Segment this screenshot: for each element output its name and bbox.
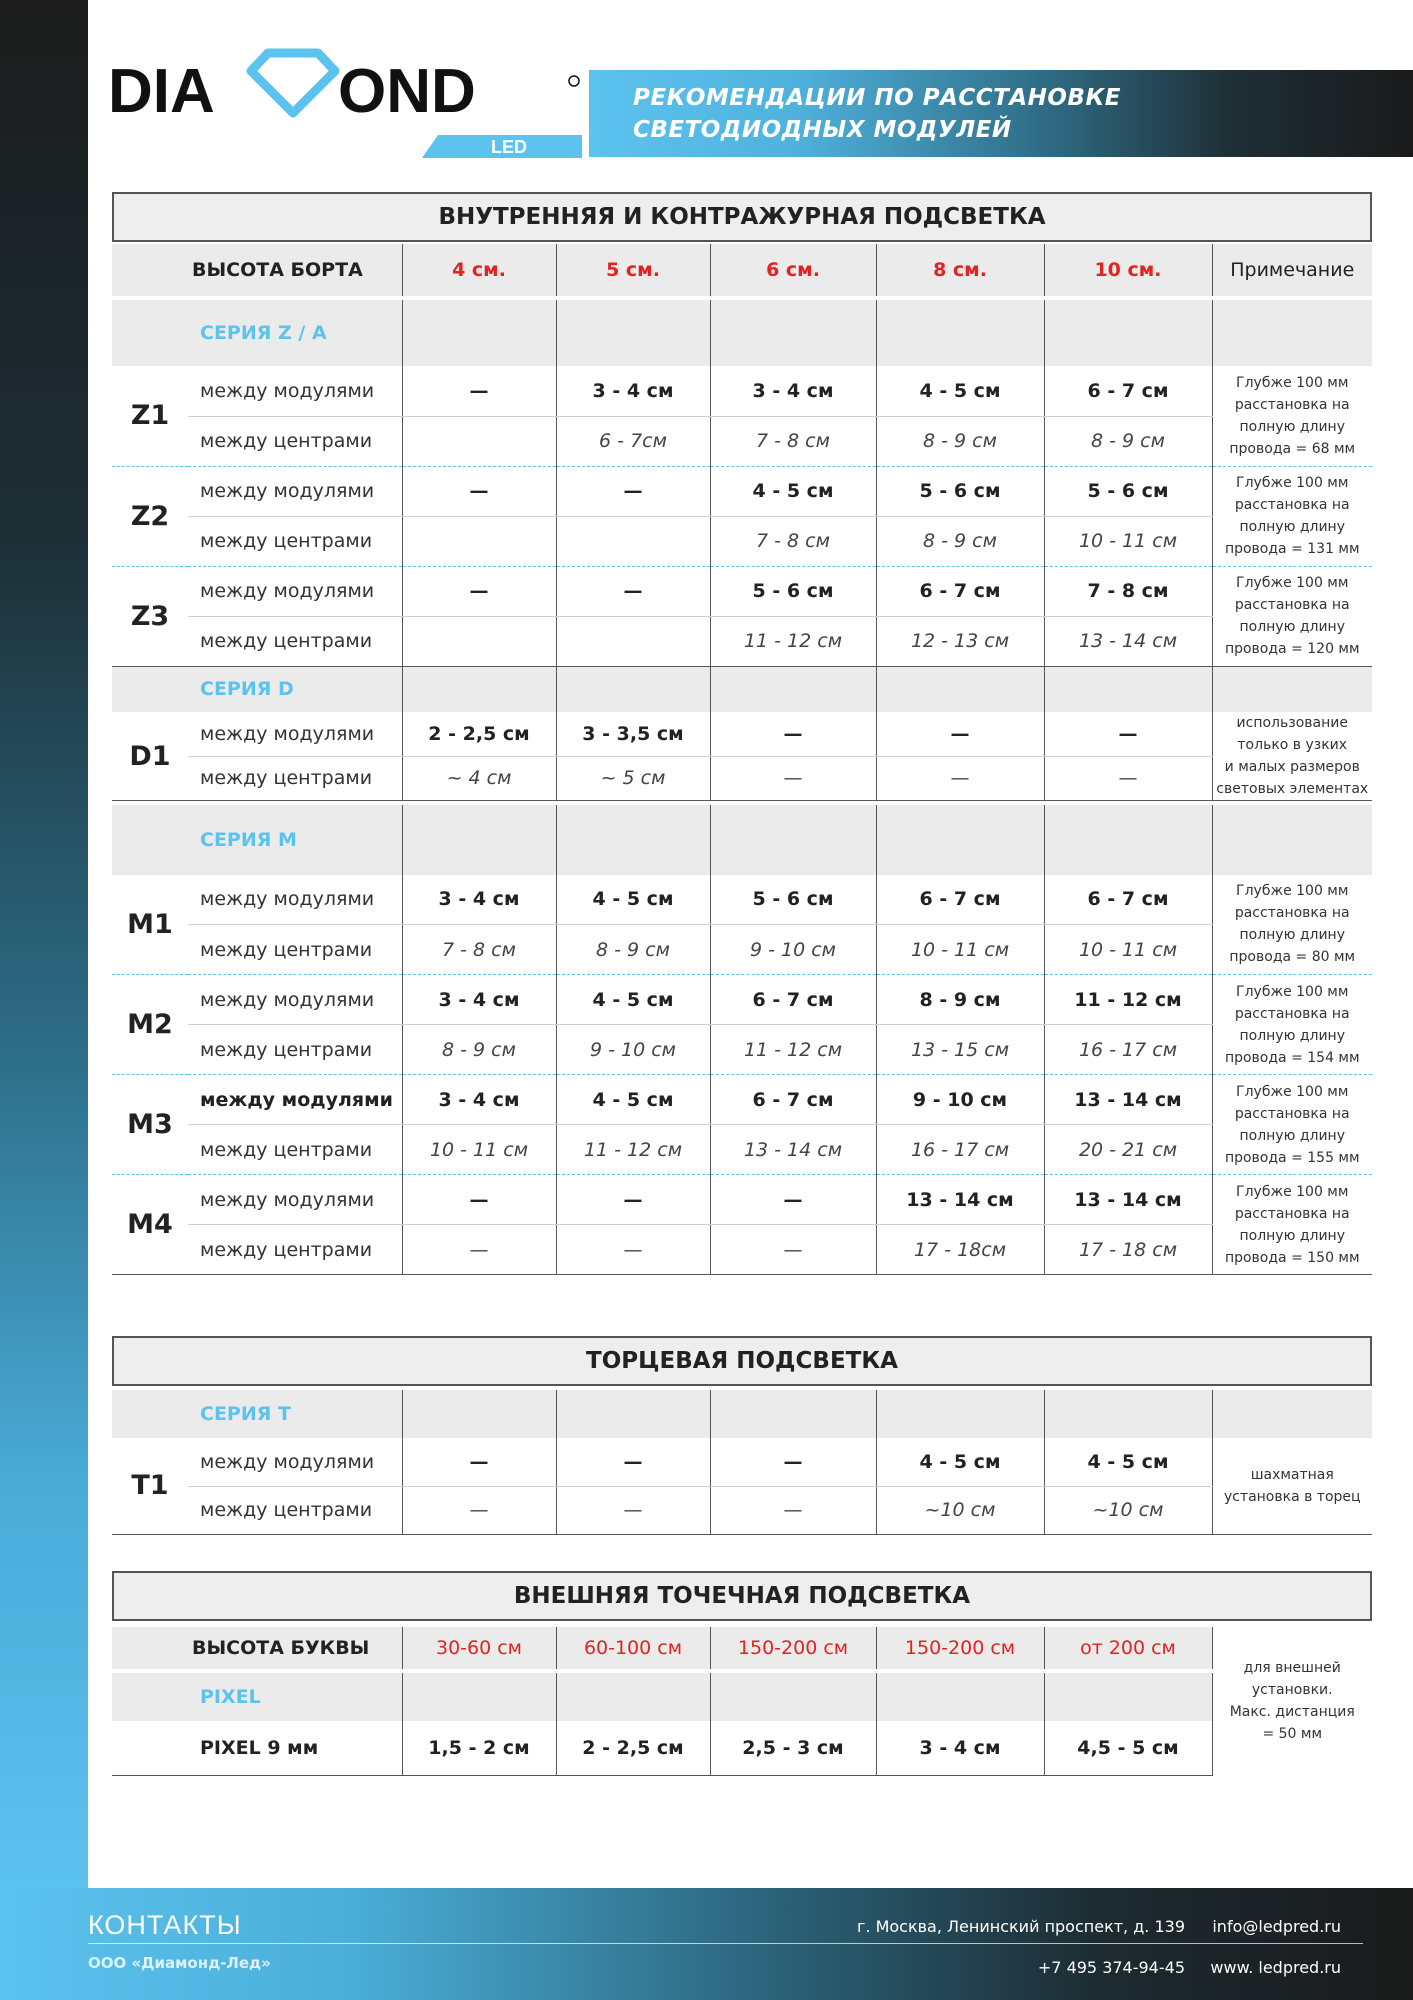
between-modules-label: между модулями (188, 975, 402, 1025)
spacing-centers: 10 - 11 см (1044, 925, 1212, 975)
module-row (112, 1075, 1372, 1125)
spacing-centers (402, 516, 556, 566)
module-row (112, 366, 1372, 416)
logo-sub: LED (491, 137, 527, 157)
spacing-modules: 4 - 5 см (556, 975, 710, 1025)
spacing-centers: 9 - 10 см (710, 925, 876, 975)
side-gradient-bar (0, 0, 88, 1890)
spacing-modules: 7 - 8 см (1044, 566, 1212, 616)
row-note: Глубже 100 мм расстановка на полную длину провода = 120 мм (1212, 566, 1372, 666)
spacing-modules: 3 - 4 см (556, 366, 710, 416)
module-row (112, 875, 1372, 925)
spacing-centers: 17 - 18 см (1044, 1225, 1212, 1275)
module-row (112, 1175, 1372, 1225)
spacing-centers: ~10 см (876, 1486, 1044, 1534)
pixel-label: PIXEL 9 мм (188, 1721, 402, 1775)
model-code: Z1 (112, 366, 188, 466)
spacing-modules: — (402, 1438, 556, 1486)
spacing-modules: 4 - 5 см (876, 1438, 1044, 1486)
logo-text-left: DIA (108, 57, 215, 126)
spacing-centers (556, 516, 710, 566)
spacing-centers: — (710, 1486, 876, 1534)
spacing-modules: 9 - 10 см (876, 1075, 1044, 1125)
module-row (112, 566, 1372, 616)
header-banner (589, 70, 1413, 157)
row-note: использование только в узких и малых размеров световых элементах (1212, 712, 1372, 801)
spacing-modules: 5 - 6 см (710, 875, 876, 925)
spacing-modules: — (402, 1175, 556, 1225)
pixel-note: для внешней установки. Макс. дистанция = 50 мм (1212, 1627, 1372, 1775)
spacing-centers: 7 - 8 см (710, 516, 876, 566)
address: г. Москва, Ленинский проспект, д. 139 (856, 1917, 1185, 1936)
spacing-centers: 13 - 14 см (710, 1125, 876, 1175)
pixel-value: 1,5 - 2 см (402, 1721, 556, 1775)
spacing-modules: — (556, 566, 710, 616)
spacing-centers (556, 616, 710, 666)
row-note: Глубже 100 мм расстановка на полную длину провода = 154 мм (1212, 975, 1372, 1075)
series-pixel-label: PIXEL (188, 1671, 402, 1721)
between-modules-label: между модулями (188, 1438, 402, 1486)
between-modules-label: между модулями (188, 566, 402, 616)
center-row (112, 1025, 1372, 1075)
letter-height-label: ВЫСОТА БУКВЫ (112, 1627, 402, 1671)
spacing-modules: — (556, 1438, 710, 1486)
pixel-value: 2 - 2,5 см (556, 1721, 710, 1775)
series-m-label: СЕРИЯ M (188, 805, 402, 875)
section-title-edge: ТОРЦЕВАЯ ПОДСВЕТКА (112, 1336, 1372, 1386)
col-200: от 200 см (1044, 1627, 1212, 1671)
series-m-row (112, 805, 1372, 875)
spacing-modules: 6 - 7 см (710, 1075, 876, 1125)
spacing-modules: — (710, 1175, 876, 1225)
edge-table (112, 1390, 1372, 1535)
module-row (112, 975, 1372, 1025)
spacing-centers: 20 - 21 см (1044, 1125, 1212, 1175)
model-code: Z2 (112, 466, 188, 566)
phone: +7 495 374-94-45 (1037, 1958, 1185, 1977)
spacing-centers: 10 - 11 см (876, 925, 1044, 975)
spacing-modules: 4 - 5 см (710, 466, 876, 516)
spacing-modules: 2 - 2,5 см (402, 712, 556, 756)
series-d-row (112, 666, 1372, 712)
col-6: 6 см. (710, 244, 876, 296)
spacing-centers: ~10 см (1044, 1486, 1212, 1534)
section-title-external: ВНЕШНЯЯ ТОЧЕЧНАЯ ПОДСВЕТКА (112, 1571, 1372, 1621)
between-modules-label: между модулями (188, 712, 402, 756)
spacing-modules: — (556, 1175, 710, 1225)
spacing-modules: — (556, 466, 710, 516)
spacing-modules: 4 - 5 см (556, 875, 710, 925)
diamond-led-logo (108, 45, 588, 163)
page-title: РЕКОМЕНДАЦИИ ПО РАССТАНОВКЕ СВЕТОДИОДНЫХ МОДУЛЕЙ (633, 85, 1121, 143)
external-table (112, 1627, 1372, 1776)
spacing-modules: — (402, 366, 556, 416)
spacing-modules: 5 - 6 см (1044, 466, 1212, 516)
between-centers-label: между центрами (188, 1125, 402, 1175)
between-centers-label: между центрами (188, 1225, 402, 1275)
spacing-centers: — (710, 756, 876, 800)
row-note: Глубже 100 мм расстановка на полную длину провода = 80 мм (1212, 875, 1372, 975)
spacing-centers: — (556, 1225, 710, 1275)
col-8: 8 см. (876, 244, 1044, 296)
spacing-modules: — (402, 466, 556, 516)
col-30-60: 30-60 см (402, 1627, 556, 1671)
spacing-centers: 11 - 12 см (556, 1125, 710, 1175)
center-row (112, 1486, 1372, 1534)
spacing-centers: — (710, 1225, 876, 1275)
center-row (112, 516, 1372, 566)
spacing-centers: — (556, 1486, 710, 1534)
company-name: ООО «Диамонд-Лед» (88, 1954, 271, 1972)
height-label: ВЫСОТА БОРТА (112, 244, 402, 296)
spacing-centers: 13 - 15 см (876, 1025, 1044, 1075)
model-code: M4 (112, 1175, 188, 1275)
between-centers-label: между центрами (188, 1486, 402, 1534)
spacing-modules: 8 - 9 см (876, 975, 1044, 1025)
spacing-centers (402, 616, 556, 666)
module-row (112, 1438, 1372, 1486)
spacing-centers: 13 - 14 см (1044, 616, 1212, 666)
spacing-centers: — (402, 1486, 556, 1534)
spacing-centers: 16 - 17 см (1044, 1025, 1212, 1075)
between-centers-label: между центрами (188, 756, 402, 800)
spacing-centers: 16 - 17 см (876, 1125, 1044, 1175)
col-60-100: 60-100 см (556, 1627, 710, 1671)
between-centers-label: между центрами (188, 516, 402, 566)
footer (0, 1888, 1413, 2000)
spacing-centers: 10 - 11 см (1044, 516, 1212, 566)
between-modules-label: между модулями (188, 466, 402, 516)
pixel-value: 2,5 - 3 см (710, 1721, 876, 1775)
spacing-centers: 8 - 9 см (402, 1025, 556, 1075)
spacing-centers: 8 - 9 см (876, 416, 1044, 466)
spacing-modules: 13 - 14 см (1044, 1175, 1212, 1225)
pixel-value: 3 - 4 см (876, 1721, 1044, 1775)
spacing-centers: ~ 4 см (402, 756, 556, 800)
between-modules-label: между модулями (188, 1075, 402, 1125)
spacing-modules: 3 - 4 см (402, 875, 556, 925)
spacing-modules: — (710, 1438, 876, 1486)
spacing-centers: — (876, 756, 1044, 800)
spacing-modules: 3 - 4 см (402, 1075, 556, 1125)
series-za-label: СЕРИЯ Z / A (188, 300, 402, 366)
center-row (112, 925, 1372, 975)
col-4: 4 см. (402, 244, 556, 296)
pixel-value: 4,5 - 5 см (1044, 1721, 1212, 1775)
series-t-row (112, 1390, 1372, 1438)
spacing-modules: 4 - 5 см (1044, 1438, 1212, 1486)
spacing-modules: 3 - 3,5 см (556, 712, 710, 756)
spacing-modules: 5 - 6 см (710, 566, 876, 616)
col-5: 5 см. (556, 244, 710, 296)
contacts-title: КОНТАКТЫ (88, 1910, 242, 1940)
between-modules-label: между модулями (188, 366, 402, 416)
spacing-centers: 17 - 18см (876, 1225, 1044, 1275)
spacing-modules: — (876, 712, 1044, 756)
internal-table (112, 244, 1372, 1275)
spacing-modules: 5 - 6 см (876, 466, 1044, 516)
footer-divider (88, 1943, 1363, 1944)
letter-height-row (112, 1627, 1372, 1671)
spacing-modules: 6 - 7 см (710, 975, 876, 1025)
series-za-row (112, 300, 1372, 366)
spacing-centers: ~ 5 см (556, 756, 710, 800)
col-150-200-b: 150-200 см (876, 1627, 1044, 1671)
spacing-centers: 12 - 13 см (876, 616, 1044, 666)
between-centers-label: между центрами (188, 616, 402, 666)
header-row (112, 244, 1372, 296)
spacing-modules: 6 - 7 см (1044, 366, 1212, 416)
spacing-modules: 4 - 5 см (556, 1075, 710, 1125)
spacing-centers: 11 - 12 см (710, 1025, 876, 1075)
spacing-centers: 8 - 9 см (1044, 416, 1212, 466)
spacing-modules: — (710, 712, 876, 756)
spacing-centers: 8 - 9 см (876, 516, 1044, 566)
model-code: M1 (112, 875, 188, 975)
module-row (112, 712, 1372, 756)
spacing-modules: — (402, 566, 556, 616)
spacing-modules: 6 - 7 см (1044, 875, 1212, 925)
pixel-row (112, 1721, 1372, 1775)
between-centers-label: между центрами (188, 416, 402, 466)
series-t-label: СЕРИЯ T (188, 1390, 402, 1438)
between-modules-label: между модулями (188, 875, 402, 925)
between-centers-label: между центрами (188, 925, 402, 975)
website-link[interactable]: www. ledpred.ru (1210, 1958, 1341, 1977)
center-row (112, 1225, 1372, 1275)
spacing-modules: 13 - 14 см (876, 1175, 1044, 1225)
model-code: Z3 (112, 566, 188, 666)
spacing-centers: 7 - 8 см (402, 925, 556, 975)
center-row (112, 616, 1372, 666)
spacing-centers: — (1044, 756, 1212, 800)
spacing-modules: 13 - 14 см (1044, 1075, 1212, 1125)
spacing-centers (402, 416, 556, 466)
between-centers-label: между центрами (188, 1025, 402, 1075)
col-10: 10 см. (1044, 244, 1212, 296)
spacing-centers: 6 - 7см (556, 416, 710, 466)
spacing-modules: 11 - 12 см (1044, 975, 1212, 1025)
series-d-label: СЕРИЯ D (188, 666, 402, 712)
spacing-centers: 7 - 8 см (710, 416, 876, 466)
center-row (112, 1125, 1372, 1175)
center-row (112, 416, 1372, 466)
spacing-modules: 3 - 4 см (710, 366, 876, 416)
spacing-centers: — (402, 1225, 556, 1275)
row-note: шахматная установка в торец (1212, 1438, 1372, 1534)
row-note: Глубже 100 мм расстановка на полную длину провода = 131 мм (1212, 466, 1372, 566)
row-note: Глубже 100 мм расстановка на полную длину провода = 68 мм (1212, 366, 1372, 466)
spacing-modules: 4 - 5 см (876, 366, 1044, 416)
spacing-centers: 10 - 11 см (402, 1125, 556, 1175)
logo-text-right: OND (338, 57, 476, 126)
email-link[interactable]: info@ledpred.ru (1212, 1917, 1341, 1936)
spacing-modules: 3 - 4 см (402, 975, 556, 1025)
spacing-centers: 9 - 10 см (556, 1025, 710, 1075)
model-code: T1 (112, 1438, 188, 1534)
model-code: M3 (112, 1075, 188, 1175)
center-row (112, 756, 1372, 800)
row-note: Глубже 100 мм расстановка на полную длину провода = 150 мм (1212, 1175, 1372, 1275)
section-title-internal: ВНУТРЕННЯЯ И КОНТРАЖУРНАЯ ПОДСВЕТКА (112, 192, 1372, 242)
spacing-centers: 11 - 12 см (710, 616, 876, 666)
col-150-200-a: 150-200 см (710, 1627, 876, 1671)
spacing-modules: — (1044, 712, 1212, 756)
between-modules-label: между модулями (188, 1175, 402, 1225)
model-code: M2 (112, 975, 188, 1075)
model-code: D1 (112, 712, 188, 801)
series-pixel-row (112, 1671, 1372, 1721)
spacing-modules: 6 - 7 см (876, 875, 1044, 925)
spacing-modules: 6 - 7 см (876, 566, 1044, 616)
row-note: Глубже 100 мм расстановка на полную длину провода = 155 мм (1212, 1075, 1372, 1175)
spacing-centers: 8 - 9 см (556, 925, 710, 975)
module-row (112, 466, 1372, 516)
note-label: Примечание (1212, 244, 1372, 296)
